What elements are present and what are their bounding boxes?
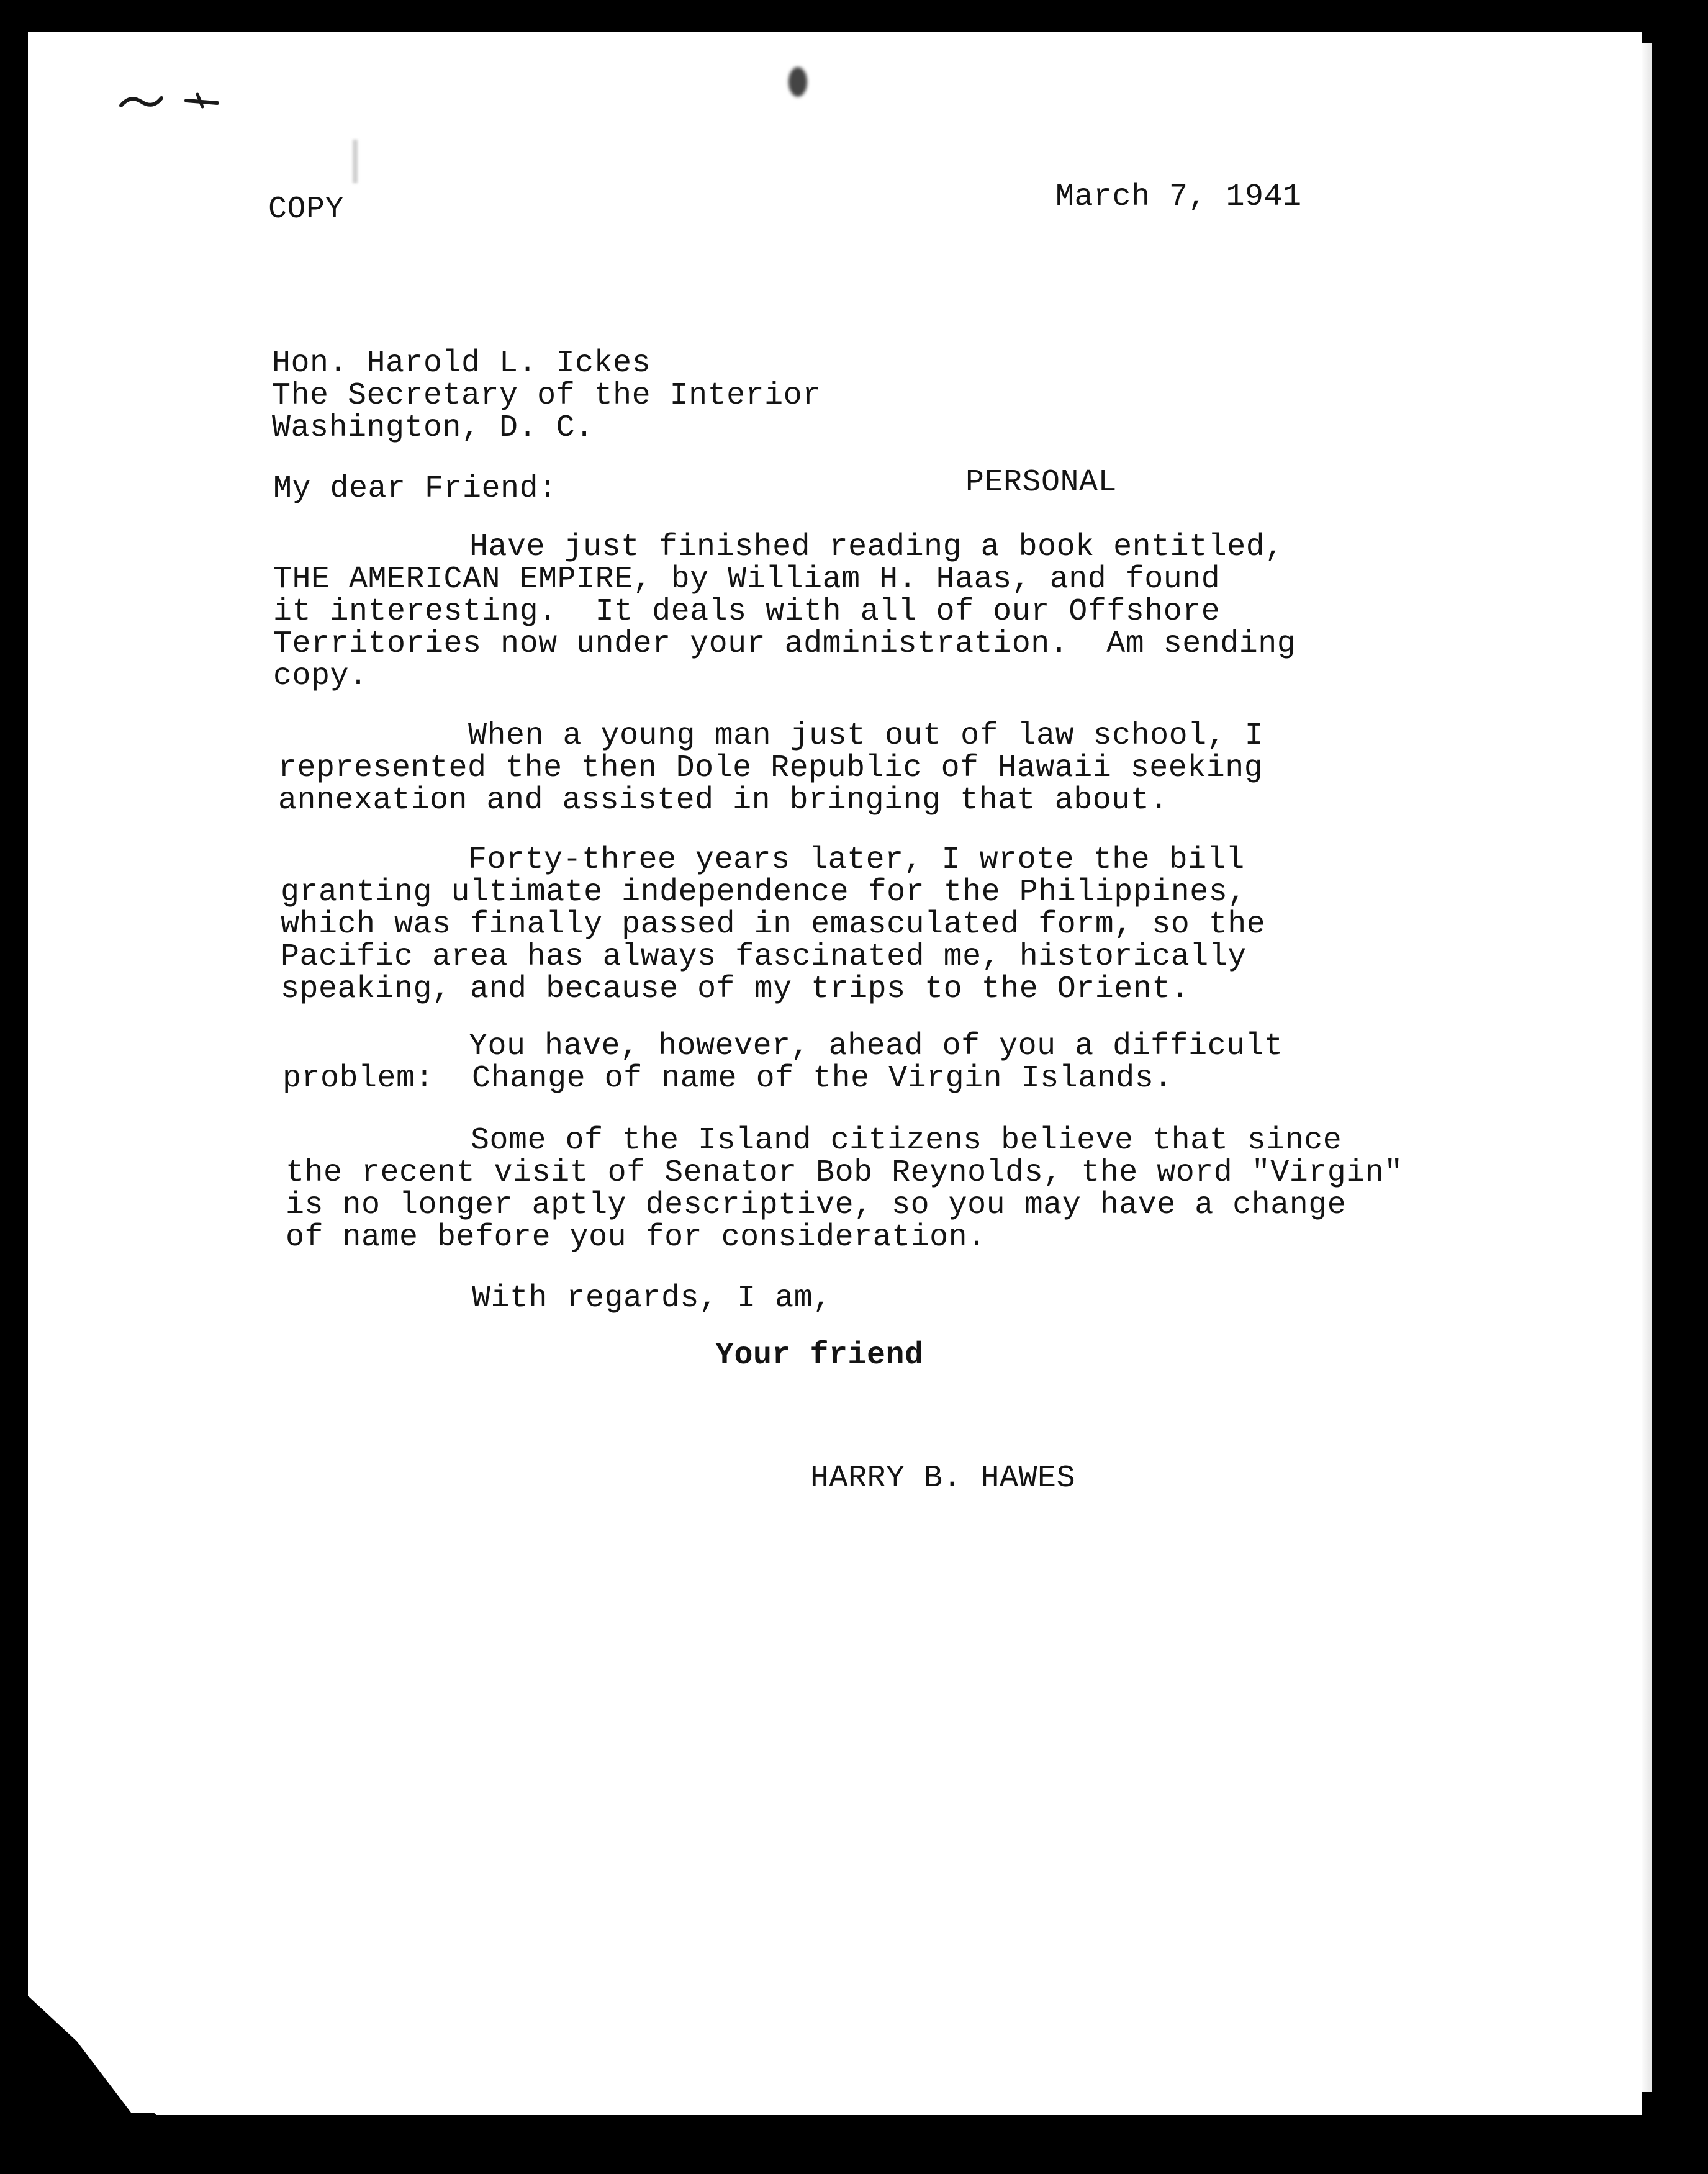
classification-mark: PERSONAL bbox=[965, 465, 1118, 500]
paragraph-line: You have, however, ahead of you a difficult bbox=[469, 1029, 1283, 1064]
paragraph-line: granting ultimate independence for the Philippines, bbox=[281, 875, 1247, 910]
recipient-name: Hon. Harold L. Ickes bbox=[272, 346, 651, 381]
copy-mark: COPY bbox=[268, 192, 345, 227]
paragraph-line: THE AMERICAN EMPIRE, by William H. Haas, and found bbox=[273, 562, 1221, 597]
paragraph-5 bbox=[286, 1125, 1403, 1254]
stray-ink-mark bbox=[118, 87, 224, 112]
letter-date: March 7, 1941 bbox=[1055, 179, 1302, 215]
paragraph-line: Territories now under your administration. Am sending bbox=[273, 626, 1296, 662]
paragraph-line: copy. bbox=[273, 659, 368, 694]
paragraph-line: Some of the Island citizens believe that since bbox=[471, 1123, 1342, 1158]
salutation: My dear Friend: bbox=[273, 471, 558, 507]
recipient-title: The Secretary of the Interior bbox=[272, 378, 821, 413]
paragraph-line: is no longer aptly descriptive, so you may have a change bbox=[286, 1188, 1347, 1223]
faint-smudge bbox=[353, 140, 358, 183]
paragraph-3 bbox=[281, 844, 1265, 1006]
paragraph-line: which was finally passed in emasculated form, so the bbox=[281, 907, 1266, 942]
paragraph-1 bbox=[273, 531, 1296, 693]
closing-line: With regards, I am, bbox=[472, 1281, 832, 1316]
paragraph-line: Have just finished reading a book entitled, bbox=[469, 530, 1284, 565]
paragraph-line: represented the then Dole Republic of Hawaii seeking bbox=[278, 751, 1263, 786]
paragraph-line: Forty-three years later, I wrote the bill bbox=[468, 842, 1245, 878]
paragraph-2 bbox=[278, 720, 1263, 817]
paragraph-line: of name before you for consideration. bbox=[286, 1220, 987, 1255]
paragraph-line: speaking, and because of my trips to the Orient. bbox=[281, 972, 1190, 1007]
paragraph-line: Pacific area has always fascinated me, historically bbox=[281, 939, 1247, 975]
paragraph-line: it interesting. It deals with all of our Offshore bbox=[273, 594, 1221, 629]
recipient-city: Washington, D. C. bbox=[272, 410, 594, 446]
paragraph-line: problem: Change of name of the Virgin Islands. bbox=[282, 1061, 1173, 1096]
signature-name: HARRY B. HAWES bbox=[810, 1461, 1076, 1496]
ink-blot bbox=[788, 67, 807, 97]
paragraph-line: When a young man just out of law school, I bbox=[468, 718, 1264, 754]
paragraph-line: annexation and assisted in bringing that about. bbox=[278, 783, 1168, 818]
paragraph-line: the recent visit of Senator Bob Reynolds, the word "Virgin" bbox=[286, 1155, 1403, 1191]
complimentary-close: Your friend bbox=[715, 1338, 924, 1373]
paragraph-4 bbox=[282, 1031, 1283, 1095]
